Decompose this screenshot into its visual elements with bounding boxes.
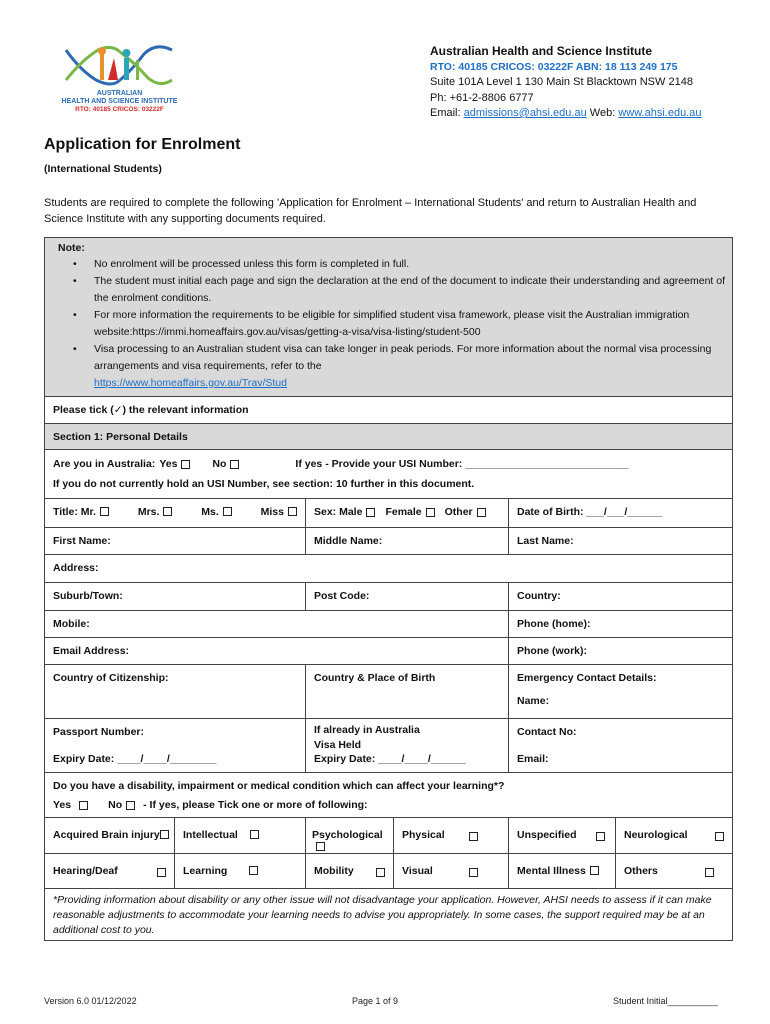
sex-female-label: Female — [385, 506, 422, 518]
condition-neurological — [616, 818, 733, 854]
condition-label: Physical — [402, 829, 445, 841]
sex-other-checkbox[interactable] — [477, 508, 486, 517]
passport-number-field[interactable]: Passport Number: — [53, 726, 145, 738]
email-web-line — [430, 106, 750, 122]
footer-page-number: Page 1 of 9 — [352, 996, 399, 1006]
disability-yes-label: Yes — [53, 799, 72, 811]
condition-intellectual — [175, 818, 306, 854]
registration-numbers: RTO: 40185 CRICOS: 03222F ABN: 18 113 249 175 — [430, 60, 678, 73]
passport-cell — [45, 719, 306, 773]
middle-name-field[interactable]: Middle Name: — [306, 528, 509, 555]
enrolment-form — [44, 237, 733, 941]
sex-male-checkbox[interactable] — [366, 508, 375, 517]
condition-label: Mobility — [314, 865, 354, 877]
disability-no-checkbox[interactable] — [126, 801, 135, 810]
institute-logo — [52, 40, 187, 120]
condition-brain — [45, 818, 175, 854]
last-name-field[interactable]: Last Name: — [509, 528, 733, 555]
in-australia-no-label: No — [212, 458, 227, 470]
email-label: Email: — [430, 107, 461, 119]
condition-checkbox[interactable] — [705, 868, 714, 877]
in-australia-label: Are you in Australia: — [53, 458, 156, 470]
address-field[interactable]: Address: — [45, 555, 733, 583]
header-contact-block — [430, 44, 750, 122]
contact-cell — [509, 719, 733, 773]
note-item-text: Visa processing to an Australian student visa can take longer in peak periods. For more information about the normal visa processing arrangements and visa requirements, refer to the — [94, 343, 712, 372]
visa-heading: If already in Australia — [314, 724, 420, 736]
condition-checkbox[interactable] — [469, 832, 478, 841]
usi-cell — [45, 450, 733, 499]
condition-others — [616, 854, 733, 889]
emergency-contact-heading: Emergency Contact Details: — [517, 672, 657, 684]
country-field[interactable]: Country: — [509, 583, 733, 611]
web-link[interactable]: www.ahsi.edu.au — [618, 107, 702, 119]
note-item: • The student must initial each page and sign the declaration at the end of the document to indicate their understanding and agreement of the enrolment conditions. — [73, 273, 726, 307]
logo-line-1: AUSTRALIAN — [96, 90, 143, 97]
condition-checkbox[interactable] — [249, 866, 258, 875]
note-box — [45, 238, 733, 397]
condition-label: Acquired Brain injury — [53, 829, 160, 841]
condition-checkbox[interactable] — [316, 842, 325, 851]
in-australia-no-checkbox[interactable] — [230, 460, 239, 469]
passport-expiry-field[interactable]: Expiry Date: ____/____/________ — [53, 753, 217, 765]
logo-line-3: RTO: 40185 CRICOS: 03222F — [75, 106, 164, 113]
disability-tick-instruction: - If yes, please Tick one or more of following: — [143, 799, 368, 811]
title-miss-label: Miss — [260, 506, 284, 518]
disability-cell — [45, 773, 733, 818]
usi-number-field[interactable]: If yes - Provide your USI Number: ____________________________ — [295, 458, 629, 470]
phone-number: Ph: +61-2-8806 6777 — [430, 91, 534, 104]
condition-checkbox[interactable] — [596, 832, 605, 841]
title-mr-label: Title: Mr. — [53, 506, 96, 518]
visa-held-field[interactable]: Visa Held — [314, 738, 362, 751]
condition-checkbox[interactable] — [160, 830, 169, 839]
title-ms-label: Ms. — [201, 506, 219, 518]
condition-checkbox[interactable] — [250, 830, 259, 839]
web-label: Web: — [589, 107, 616, 119]
title-miss-checkbox[interactable] — [288, 507, 297, 516]
footer-student-initial[interactable]: Student Initial__________ — [613, 996, 718, 1006]
contact-email-field[interactable]: Email: — [517, 753, 549, 765]
intro-paragraph: Students are required to complete the following 'Application for Enrolment – International Students' and return to Australian Health and Science Institute with any supporting documents required. — [44, 197, 697, 225]
phone-home-field[interactable]: Phone (home): — [509, 611, 733, 638]
disability-question: Do you have a disability, impairment or medical condition which can affect your learning*? — [53, 780, 505, 792]
post-code-field[interactable]: Post Code: — [306, 583, 509, 611]
emergency-name-field[interactable]: Name: — [517, 695, 550, 707]
email-address-field[interactable]: Email Address: — [45, 638, 509, 665]
emergency-contact-cell — [509, 665, 733, 719]
title-ms-checkbox[interactable] — [223, 507, 232, 516]
first-name-field[interactable]: First Name: — [45, 528, 306, 555]
condition-label: Mental Illness — [517, 865, 586, 877]
condition-hearing — [45, 854, 175, 889]
condition-label: Visual — [402, 865, 433, 877]
page-subtitle: (International Students) — [44, 163, 162, 175]
suburb-field[interactable]: Suburb/Town: — [45, 583, 306, 611]
mobile-field[interactable]: Mobile: — [45, 611, 509, 638]
condition-label: Neurological — [624, 829, 688, 841]
condition-checkbox[interactable] — [157, 868, 166, 877]
condition-visual — [394, 854, 509, 889]
title-mr-checkbox[interactable] — [100, 507, 109, 516]
condition-label: Intellectual — [183, 829, 238, 841]
condition-label: Psychological — [312, 829, 383, 841]
visa-cell — [306, 719, 509, 773]
disability-no-label: No — [108, 799, 123, 811]
birth-place-field[interactable]: Country & Place of Birth — [306, 665, 509, 719]
condition-label: Learning — [183, 865, 228, 877]
condition-checkbox[interactable] — [469, 868, 478, 877]
dna-logo-icon — [60, 40, 180, 90]
condition-psychological — [306, 818, 394, 854]
contact-number-field[interactable]: Contact No: — [517, 726, 577, 738]
sex-other-label: Other — [444, 506, 473, 518]
phone-work-field[interactable]: Phone (work): — [509, 638, 733, 665]
condition-mobility — [306, 854, 394, 889]
condition-checkbox[interactable] — [376, 868, 385, 877]
tick-heading: Please tick (✓) the relevant information — [45, 397, 733, 424]
sex-male-label: Sex: Male — [314, 506, 363, 518]
org-name: Australian Health and Science Institute — [430, 44, 653, 58]
disability-yes-checkbox[interactable] — [79, 801, 88, 810]
note-heading: Note: — [58, 242, 85, 254]
condition-physical — [394, 818, 509, 854]
sex-female-checkbox[interactable] — [426, 508, 435, 517]
note-list — [51, 256, 726, 392]
logo-line-2: HEALTH AND SCIENCE INSTITUTE — [61, 98, 178, 105]
condition-label: Others — [624, 865, 658, 877]
in-australia-yes-checkbox[interactable] — [181, 460, 190, 469]
note-item: • For more information the requirements to be eligible for simplified student visa framework, please visit the Australian immigration website:https://immi.homeaffairs.gov.au/visas/getting-a-visa/visa-listing/student-500 — [73, 307, 726, 341]
title-mrs-label: Mrs. — [137, 506, 160, 518]
sex-cell — [306, 499, 509, 528]
disability-disclaimer: *Providing information about disability or any other issue will not disadvantage your application. However, AHSI needs to assess if it can make reasonable adjustments to accommodate your learning needs to advise you appropriately. In some cases, the support required may be at an additional cost to you. — [45, 889, 733, 941]
condition-checkbox[interactable] — [715, 832, 724, 841]
usi-note: If you do not currently hold an USI Number, see section: 10 further in this document. — [53, 478, 475, 490]
title-cell — [45, 499, 306, 528]
homeaffairs-link[interactable]: https://www.homeaffairs.gov.au/Trav/Stud — [94, 377, 287, 389]
footer-version: Version 6.0 01/12/2022 — [44, 996, 137, 1006]
dob-field[interactable]: Date of Birth: ___/___/______ — [509, 499, 733, 528]
condition-label: Unspecified — [517, 829, 577, 841]
in-australia-yes-label: Yes — [159, 458, 178, 470]
citizenship-field[interactable]: Country of Citizenship: — [45, 665, 306, 719]
note-item — [73, 341, 726, 392]
condition-label: Hearing/Deaf — [53, 865, 118, 877]
condition-checkbox[interactable] — [590, 866, 599, 875]
condition-unspecified — [509, 818, 616, 854]
condition-learning — [175, 854, 306, 889]
condition-mental — [509, 854, 616, 889]
title-mrs-checkbox[interactable] — [163, 507, 172, 516]
visa-expiry-field[interactable]: Expiry Date: ____/____/______ — [314, 753, 466, 765]
section-1-heading: Section 1: Personal Details — [45, 424, 733, 450]
page-title: Application for Enrolment — [44, 136, 241, 153]
email-link[interactable]: admissions@ahsi.edu.au — [463, 107, 587, 119]
postal-address: Suite 101A Level 1 130 Main St Blacktown NSW 2148 — [430, 76, 693, 88]
note-item: • No enrolment will be processed unless this form is completed in full. — [73, 256, 726, 273]
